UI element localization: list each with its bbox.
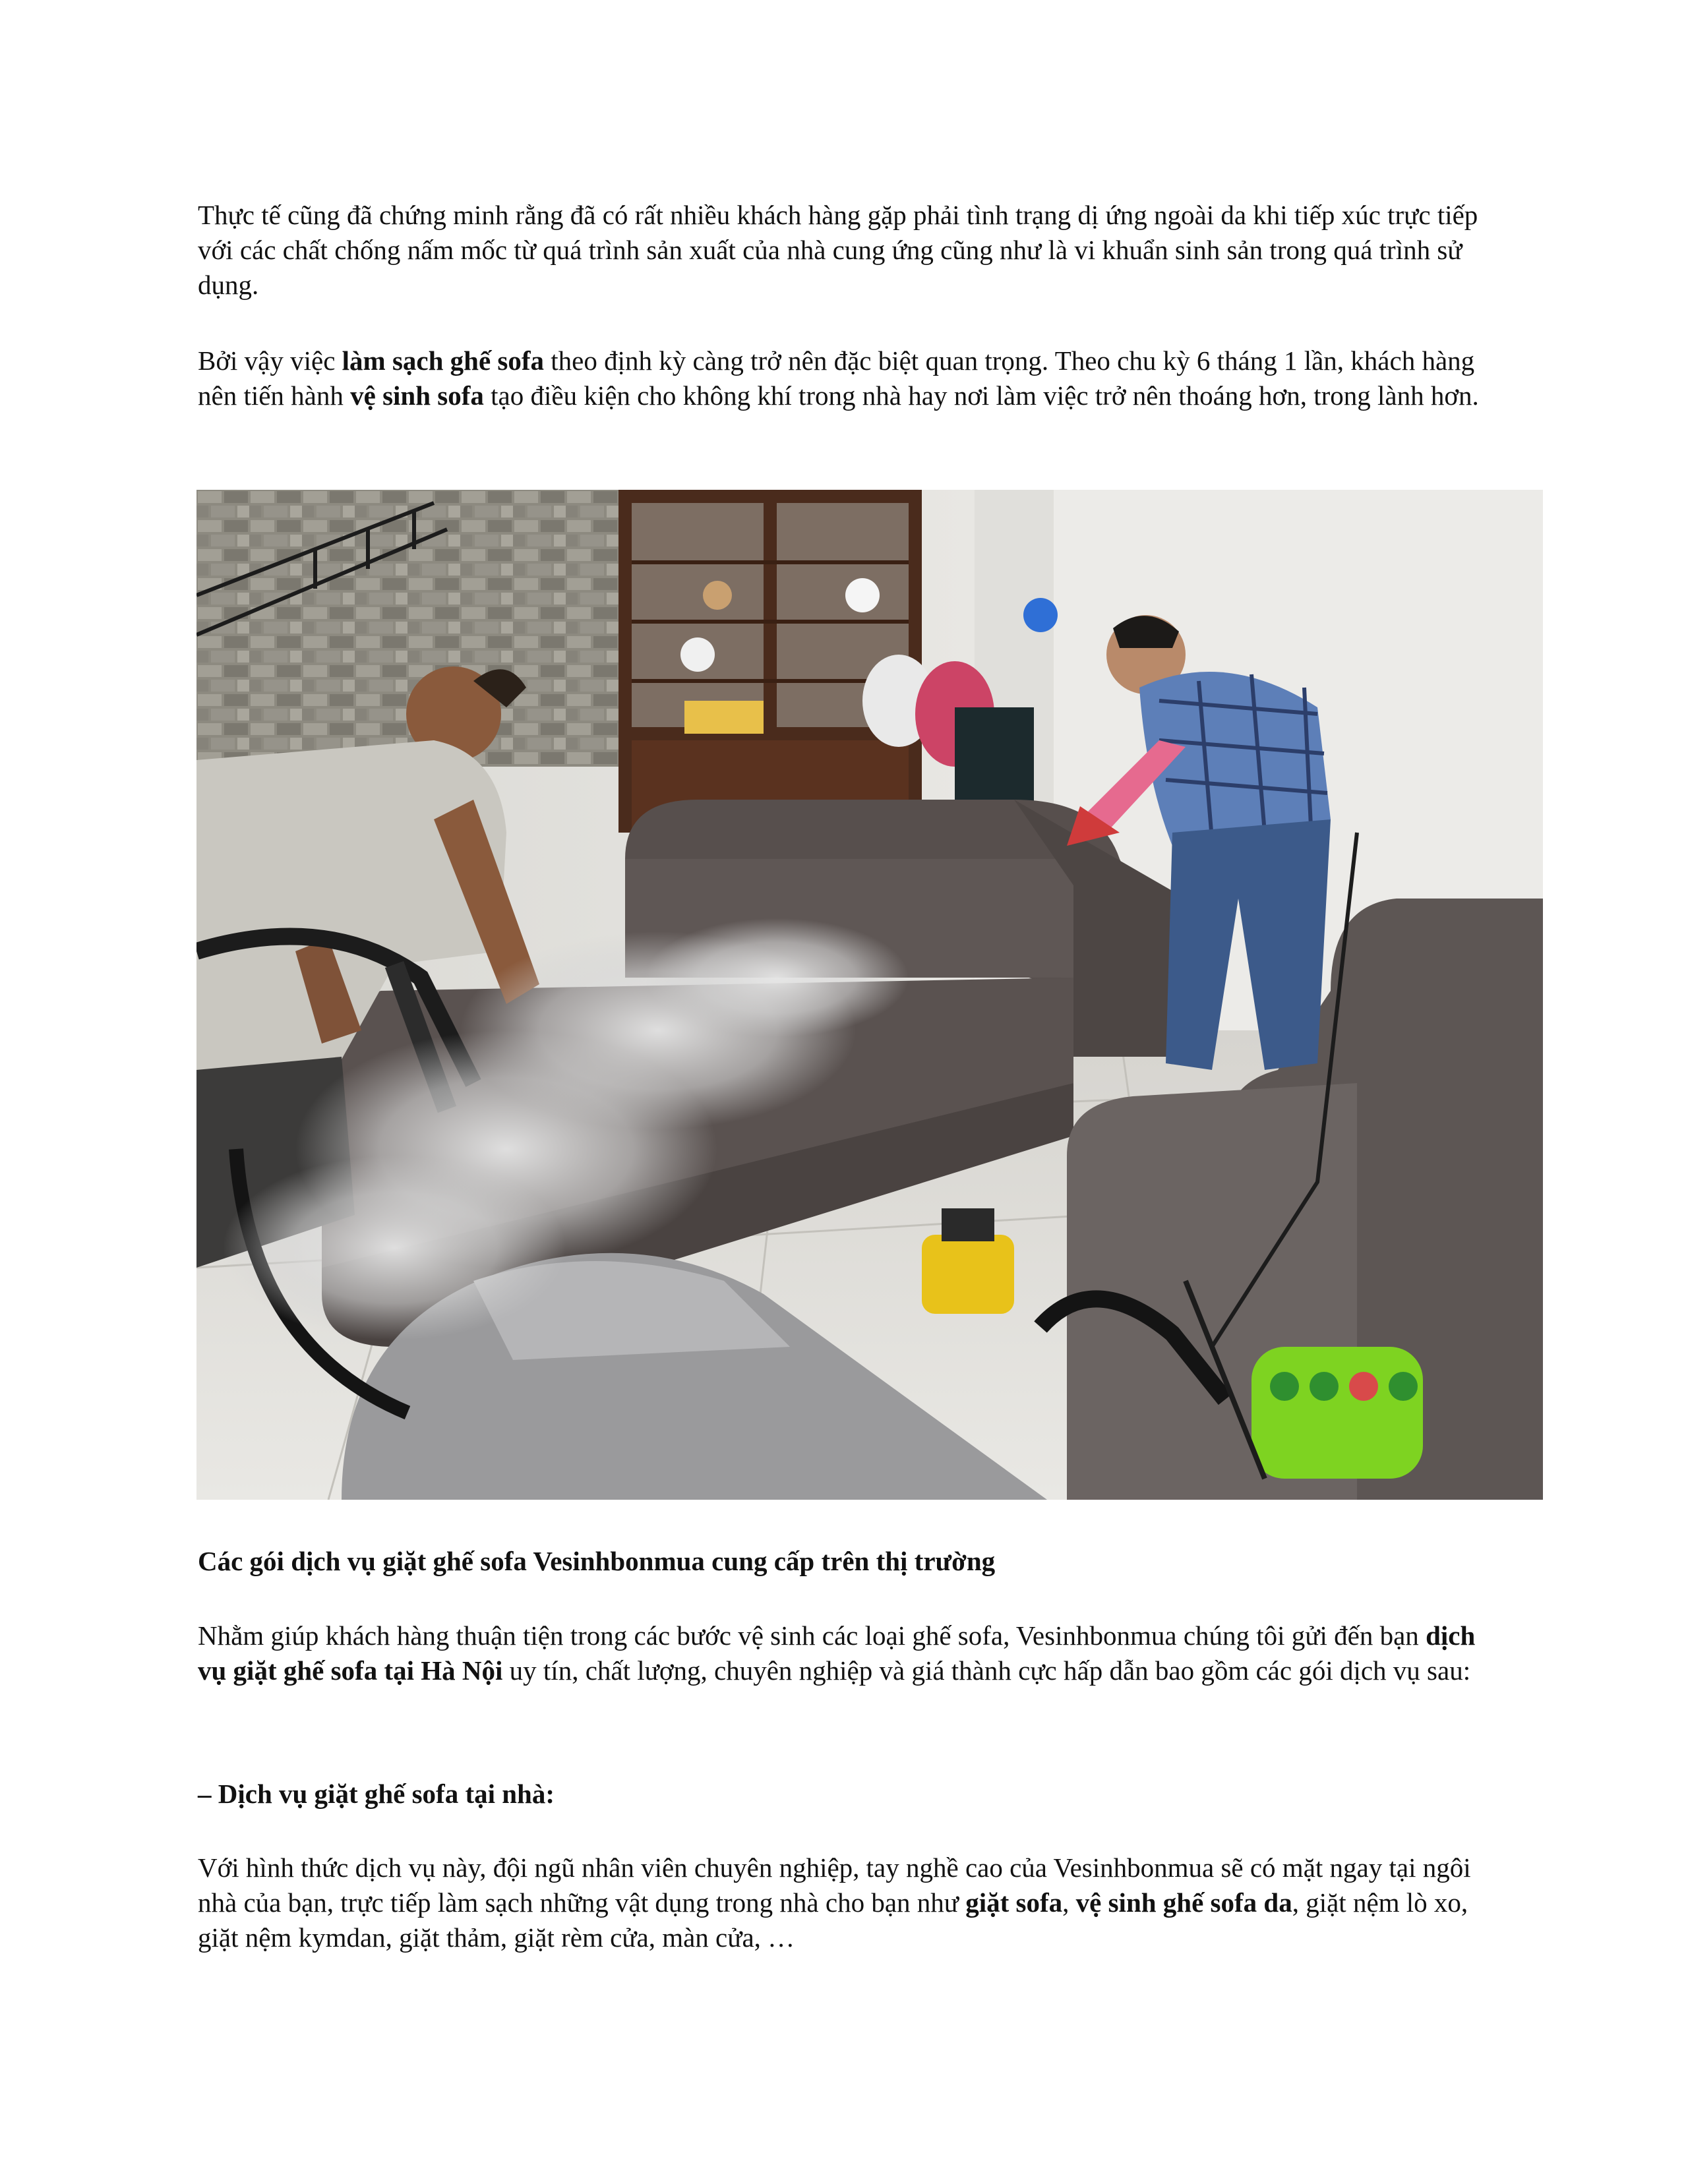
paragraph-allergy: [198, 198, 1490, 303]
paragraph-cleaning-period: [198, 343, 1490, 413]
paragraph-home-service-text-1: Với hình thức dịch vụ này, đội ngũ nhân viên chuyên nghiệp, tay nghề cao của Vesinhbonmua sẽ có mặt ngay tại ngôi nhà của bạn, trực tiếp làm sạch những vật dụng trong nhà cho bạn như: [198, 1852, 1471, 1918]
paragraph-cleaning-period-text-1: Bởi vậy việc: [198, 345, 342, 376]
paragraph-home-service: [198, 1850, 1490, 1955]
section-heading: [198, 1544, 1490, 1579]
link-giat-sofa: giặt sofa: [965, 1887, 1063, 1918]
link-dich-vu-giat-ghe-sofa: dịch vụ giặt ghế sofa tại Hà Nội: [198, 1620, 1476, 1686]
link-lam-sach-ghe-sofa: làm sạch ghế sofa: [342, 345, 545, 376]
subheading-home-service-text: – Dịch vụ giặt ghế sofa tại nhà:: [198, 1779, 555, 1809]
paragraph-cleaning-period-text-2: theo định kỳ càng trở nên đặc biệt quan trọng. Theo chu kỳ 6 tháng 1 lần, khách hàng nên tiến hành: [198, 345, 1475, 411]
paragraph-allergy-text: Thực tế cũng đã chứng minh rằng đã có rất nhiều khách hàng gặp phải tình trạng dị ứng ngoài da khi tiếp xúc trực tiếp với các chất chống nấm mốc từ quá trình sản xuất của nhà cung ứng cũng như là vi khuẩn sinh sản trong quá trình sử dụng.: [198, 200, 1478, 300]
section-heading-text: Các gói dịch vụ giặt ghế sofa Vesinhbonmua cung cấp trên thị trường: [198, 1546, 996, 1576]
paragraph-services-intro: [198, 1618, 1490, 1688]
paragraph-services-intro-text-2: uy tín, chất lượng, chuyên nghiệp và giá thành cực hấp dẫn bao gồm các gói dịch vụ sau:: [502, 1655, 1471, 1686]
paragraph-home-service-separator: ,: [1062, 1887, 1076, 1918]
link-ve-sinh-ghe-sofa-da: vệ sinh ghế sofa da: [1075, 1887, 1292, 1918]
paragraph-cleaning-period-text-3: tạo điều kiện cho không khí trong nhà hay nơi làm việc trở nên thoáng hơn, trong lành hơn.: [483, 380, 1479, 411]
paragraph-services-intro-text-1: Nhằm giúp khách hàng thuận tiện trong các bước vệ sinh các loại ghế sofa, Vesinhbonmua chúng tôi gửi đến bạn: [198, 1620, 1426, 1651]
sofa-cleaning-photo: [196, 490, 1543, 1500]
link-ve-sinh-sofa: vệ sinh sofa: [350, 380, 484, 411]
paragraph-home-service-text-2: , giặt nệm lò xo, giặt nệm kymdan, giặt thảm, giặt rèm cửa, màn cửa, …: [198, 1887, 1468, 1953]
subheading-home-service: [198, 1777, 1490, 1812]
